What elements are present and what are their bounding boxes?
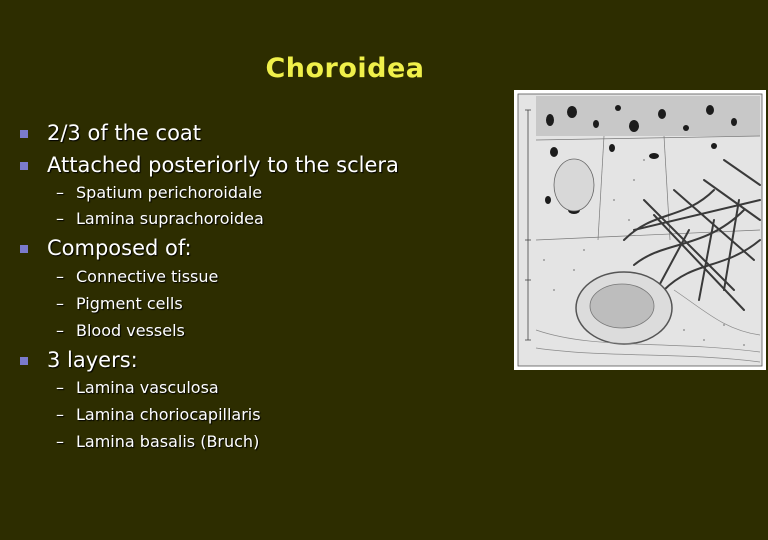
sub-bullet-text: Pigment cells	[76, 294, 183, 313]
dash-icon: –	[56, 378, 64, 397]
dash-icon: –	[56, 267, 64, 286]
sub-bullet-text: Spatium perichoroidale	[76, 183, 263, 202]
sub-bullet-text: Blood vessels	[76, 321, 185, 340]
bullet-text: 3 layers:	[47, 348, 138, 372]
sub-bullet-text: Lamina choriocapillaris	[76, 405, 261, 424]
sub-bullet-text: Lamina vasculosa	[76, 378, 219, 397]
sub-bullet-text: Lamina basalis (Bruch)	[76, 432, 260, 451]
choroid-histology-illustration	[514, 90, 766, 370]
histology-drawing	[514, 90, 766, 370]
dash-icon: –	[56, 405, 64, 424]
dash-icon: –	[56, 183, 64, 202]
dash-icon: –	[56, 209, 64, 228]
bullet-text: Composed of:	[47, 236, 192, 260]
bullet-square-icon	[20, 162, 28, 170]
dash-icon: –	[56, 432, 64, 451]
bullet-square-icon	[20, 130, 28, 138]
sub-bullet-text: Lamina suprachoroidea	[76, 209, 264, 228]
dash-icon: –	[56, 321, 64, 340]
slide-title: Choroidea	[265, 53, 425, 84]
bullet-square-icon	[20, 245, 28, 253]
sub-bullet-text: Connective tissue	[76, 267, 219, 286]
dash-icon: –	[56, 294, 64, 313]
bullet-square-icon	[20, 357, 28, 365]
bullet-text: 2/3 of the coat	[47, 121, 202, 145]
bullet-text: Attached posteriorly to the sclera	[47, 153, 399, 177]
